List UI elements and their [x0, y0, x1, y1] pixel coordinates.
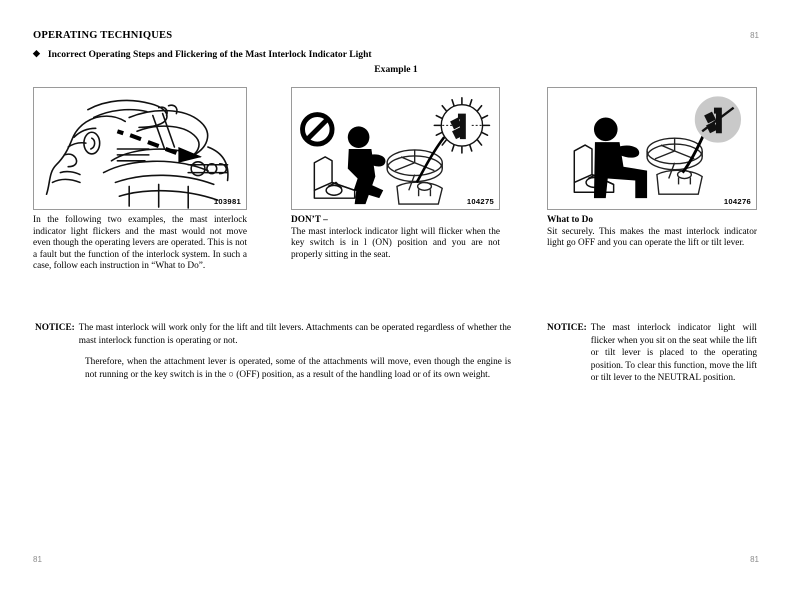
notice-right [547, 322, 757, 385]
notice-right-row [547, 322, 757, 385]
footer-page-number-left: 81 [33, 555, 42, 564]
operator-silhouette-seated [594, 118, 647, 199]
notice-left-row [35, 322, 511, 347]
notice-left-paragraph-2: Therefore, when the attachment lever is operated, some of the attachments will move, even though the engine is not running or the key switch is in the ○ (OFF) position, as a result of the handling load or of its own weight. [85, 357, 511, 381]
notice-left [35, 322, 511, 391]
figure-panel-3 [547, 87, 757, 210]
column-2-body: The mast interlock indicator light will flicker when the key switch is in l (ON) position and you are not properly sitting in the seat. [291, 226, 500, 260]
figure-3-artwork [548, 88, 756, 209]
operator-silhouette [348, 126, 386, 204]
prohibition-icon [303, 115, 333, 145]
figure-1-code: 103981 [213, 197, 241, 206]
notice-right-paragraph-1: The mast interlock indicator light will flicker when you sit on the seat while the lift or tilt lever is placed to the operating position. To clear this function, move the lift or tilt lever to the NEUTRAL position. [590, 323, 757, 384]
column-2-text [291, 215, 500, 261]
column-1-text [33, 215, 247, 273]
figure-2-artwork [292, 88, 499, 209]
footer-page-number-right: 81 [750, 555, 759, 564]
column-1-body: In the following two examples, the mast interlock indicator light flickers and the mast would not move even though the operating levers are operated. This is not a fault but the function of the interlock system. In such a case, follow each instruction in “What to Do”. [33, 215, 247, 272]
figure-panel-1 [33, 87, 247, 210]
figure-1-artwork [34, 88, 246, 209]
notice-left-tag: NOTICE: [35, 323, 75, 333]
section-subheading [33, 48, 372, 60]
column-3-text [547, 215, 757, 250]
figure-panel-2 [291, 87, 500, 210]
column-3-body: Sit securely. This makes the mast interlock indicator light go OFF and you can operate the lift or tilt lever. [547, 226, 757, 249]
notice-left-paragraph-1: The mast interlock will work only for the lift and tilt levers. Attachments can be operated regardless of whether the mast interlock function is operating or not. [78, 323, 511, 346]
page-header-title: OPERATING TECHNIQUES [33, 30, 173, 41]
figure-2-code: 104275 [466, 197, 494, 206]
figure-3-code: 104276 [723, 197, 751, 206]
diamond-bullet-icon: ◆ [33, 48, 40, 58]
page-header-number: 81 [750, 31, 759, 40]
section-subheading-text: Incorrect Operating Steps and Flickering of the Mast Interlock Indicator Light [47, 49, 372, 60]
flickering-indicator-light [434, 98, 489, 153]
indicator-off-callout [695, 97, 740, 142]
column-3-heading: What to Do [547, 215, 593, 225]
column-2-heading: DON’T – [291, 215, 328, 225]
notice-right-tag: NOTICE: [547, 323, 587, 333]
example-label: Example 1 [374, 64, 418, 75]
